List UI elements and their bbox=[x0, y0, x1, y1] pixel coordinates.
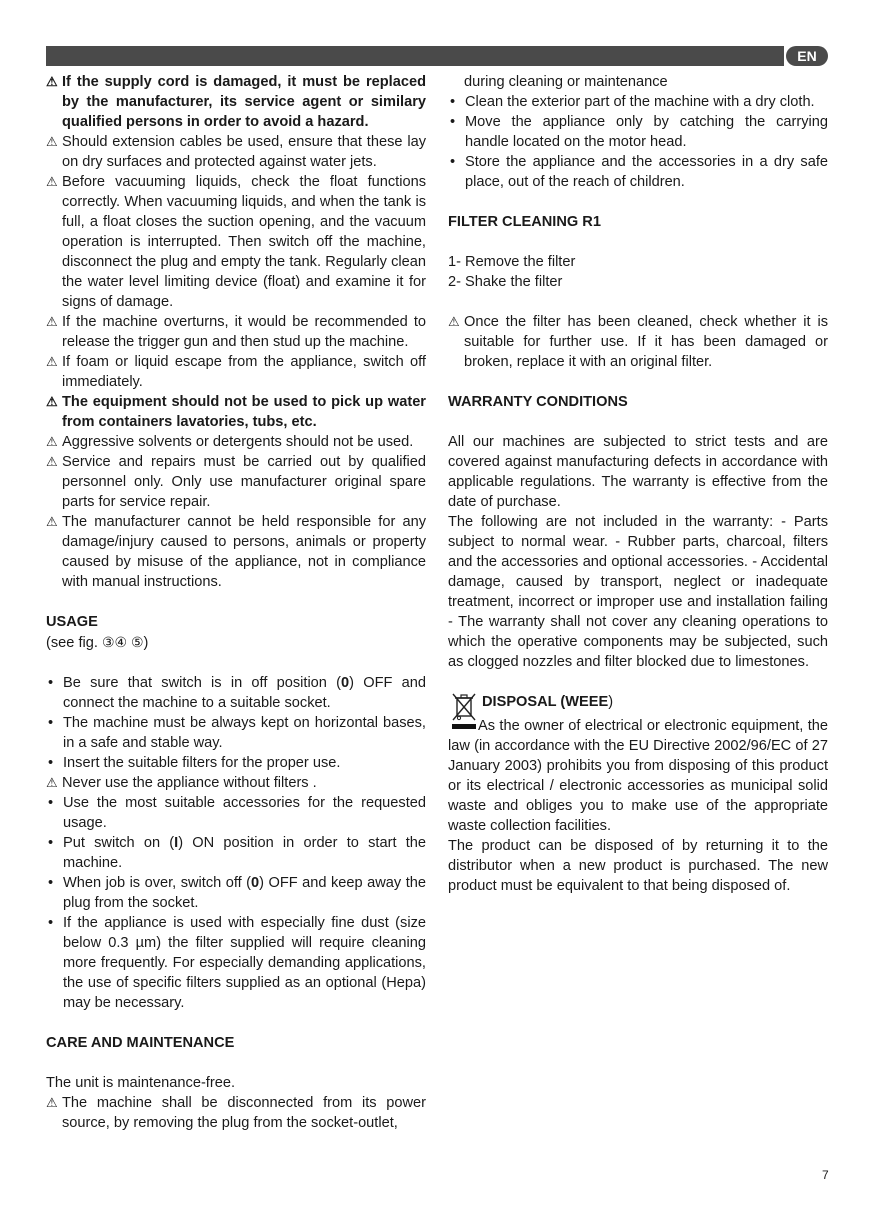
warning-icon: ⚠ bbox=[46, 174, 58, 189]
language-badge: EN bbox=[786, 46, 828, 66]
filter-step-2: 2- Shake the filter bbox=[448, 274, 563, 290]
care-heading: CARE AND MAINTENANCE bbox=[46, 1035, 235, 1051]
warning-icon: ⚠ bbox=[46, 454, 58, 469]
warning-icon: ⚠ bbox=[46, 354, 58, 369]
warning-filter-check: ⚠ Once the filter has been cleaned, check whether it is suitable for further use. If it has been damaged or broken, replace it with an original filter. bbox=[448, 314, 828, 370]
warning-liability: ⚠ The manufacturer cannot be held responsible for any damage/injury caused to persons, animals or property caused by misuse of the appliance, not in compliance with manual instructions. bbox=[46, 514, 426, 590]
warranty-heading: WARRANTY CONDITIONS bbox=[448, 394, 628, 410]
warranty-paragraph-2: The following are not included in the warranty: - Parts subject to normal wear. - Rubber parts, charcoal, filters and the accessories and optional accessories. - Accidental damage, caused by transport, neglect or inadequate treatment, incorrect or improper use and installation failing - The warranty shall not cover any cleaning operations to which the operative components may be subjected, such as clogged nozzles and filter blocked due to limestones. bbox=[448, 514, 828, 670]
left-column bbox=[46, 72, 426, 1133]
list-item: • When job is over, switch off (0) OFF and keep away the plug from the socket. bbox=[48, 875, 426, 911]
warning-supply-cord: ⚠ If the supply cord is damaged, it must be replaced by the manufacturer, its service agent or similary qualified persons in order to avoid a hazard. bbox=[46, 74, 426, 130]
list-item: • Put switch on (I) ON position in order to start the machine. bbox=[48, 835, 426, 871]
warning-overturn: ⚠ If the machine overturns, it would be recommended to release the trigger gun and then stud up the machine. bbox=[46, 314, 426, 350]
care-intro: The unit is maintenance-free. bbox=[46, 1075, 236, 1091]
warning-containers: ⚠ The equipment should not be used to pick up water from containers lavatories, tubs, etc. bbox=[46, 394, 426, 430]
usage-heading: USAGE bbox=[46, 614, 98, 630]
warning-service: ⚠ Service and repairs must be carried out by qualified personnel only. Only use manufacturer original spare parts for service repair. bbox=[46, 454, 426, 510]
list-item: • Insert the suitable filters for the proper use. bbox=[48, 755, 341, 771]
list-item: • Clean the exterior part of the machine with a dry cloth. bbox=[450, 94, 815, 110]
warning-foam: ⚠ If foam or liquid escape from the appliance, switch off immediately. bbox=[46, 354, 426, 390]
list-item: • Store the appliance and the accessories in a dry safe place, out of the reach of children. bbox=[450, 154, 828, 190]
list-item: • Use the most suitable accessories for the requested usage. bbox=[48, 795, 426, 831]
usage-figure-ref: (see fig. ③④ ⑤) bbox=[46, 634, 149, 651]
list-item: • The machine must be always kept on horizontal bases, in a safe and stable way. bbox=[48, 715, 426, 751]
right-column bbox=[448, 72, 828, 896]
disposal-heading: DISPOSAL (WEEE) bbox=[448, 692, 828, 712]
disposal-paragraph-2: The product can be disposed of by returning it to the distributor when a new product is purchased. The new product must be equivalent to that being disposed of. bbox=[448, 838, 828, 894]
warning-icon: ⚠ bbox=[46, 775, 58, 790]
disposal-paragraph-1: As the owner of electrical or electronic equipment, the law (in accordance with the EU Directive 2002/96/EC of 27 January 2003) prohibits you from disposing of this product or its electrical / electronic accessories as municipal solid waste and obliges you to make use of the appropriate waste collection facilities. bbox=[448, 718, 828, 834]
warning-icon: ⚠ bbox=[448, 314, 460, 329]
filter-step-1: 1- Remove the filter bbox=[448, 254, 576, 270]
crossed-bin-icon bbox=[450, 690, 478, 730]
filter-heading: FILTER CLEANING R1 bbox=[448, 214, 601, 230]
header-bar bbox=[46, 46, 784, 66]
list-item: • Move the appliance only by catching the carrying handle located on the motor head. bbox=[450, 114, 828, 150]
warning-icon: ⚠ bbox=[46, 134, 58, 149]
page-number: 7 bbox=[822, 1168, 829, 1182]
care-continuation: during cleaning or maintenance bbox=[464, 74, 668, 90]
warning-solvents: ⚠ Aggressive solvents or detergents should not be used. bbox=[46, 434, 414, 450]
list-item: • Be sure that switch is in off position (0) OFF and connect the machine to a suitable socket. bbox=[48, 675, 426, 711]
warning-icon: ⚠ bbox=[46, 314, 58, 329]
warning-float: ⚠ Before vacuuming liquids, check the float functions correctly. When vacuuming liquids, and when the tank is full, a float closes the suction opening, and the vacuum operation is interrupted. Then switch off the machine, disconnect the plug and empty the tank. Regularly clean the water level limiting device (float) and examine it for signs of damage. bbox=[46, 174, 426, 310]
warning-icon: ⚠ bbox=[46, 1095, 58, 1110]
warning-icon: ⚠ bbox=[46, 434, 58, 449]
warning-icon: ⚠ bbox=[46, 394, 58, 409]
warning-icon: ⚠ bbox=[46, 74, 58, 89]
list-item: • If the appliance is used with especially fine dust (size below 0.3 µm) the filter supplied will require cleaning more frequently. For especially demanding applications, the use of specific filters supplied as an optional (Hepa) may be necessary. bbox=[48, 915, 426, 1011]
warning-disconnect: ⚠ The machine shall be disconnected from its power source, by removing the plug from the socket-outlet, bbox=[46, 1095, 426, 1131]
warning-icon: ⚠ bbox=[46, 514, 58, 529]
warning-extension-cables: ⚠ Should extension cables be used, ensure that these lay on dry surfaces and protected against water jets. bbox=[46, 134, 426, 170]
warning-no-filters: ⚠ Never use the appliance without filters . bbox=[46, 775, 317, 791]
warranty-paragraph-1: All our machines are subjected to strict tests and are covered against manufacturing defects in accordance with applicable regulations. The warranty is effective from the date of purchase. bbox=[448, 434, 828, 510]
